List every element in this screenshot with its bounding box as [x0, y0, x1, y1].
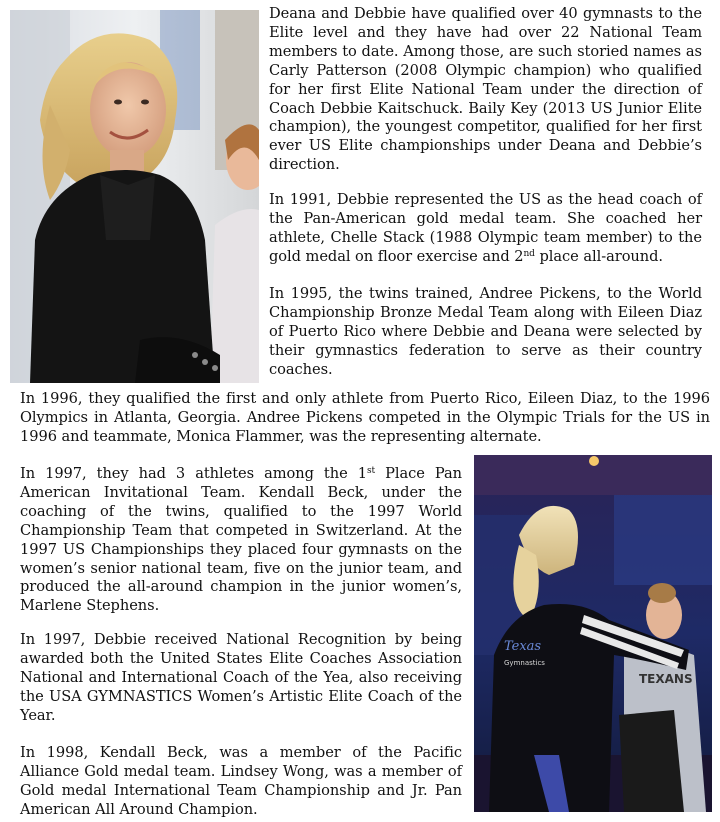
gymnastics-jacket-text: Gymnastics [504, 659, 545, 667]
paragraph-1997-national-recognition: In 1997, Debbie received National Recognition by being awarded both the United States Elite Coaches Association National and International Coach of the Yea, also receiving the USA GYMNASTICS Women’s Artistic Elite Coach of the Year. [20, 631, 462, 724]
paragraph-1991-pan-american: In 1991, Debbie represented the US as the head coach of the Pan-American gold medal team. She coached her athlete, Chelle Stack (1988 Olympic team member) to the gold medal on floor exercise and 2nd place all-around. [269, 191, 702, 265]
paragraph-1998-pacific-alliance: In 1998, Kendall Beck, was a member of the Pacific Alliance Gold medal team. Lindsey Wong, was a member of Gold medal International Team Championship and Jr. Pan American All Around Champion. [20, 744, 462, 818]
texans-shirt-text: TEXANS [639, 672, 693, 686]
paragraph-1997-pan-american-invitational: In 1997, they had 3 athletes among the 1st Place Pan American Invitational Team. Kendall Beck, under the coaching of the twins, qualified to the 1997 World Championship Team that competed in Switzerland. At the 1997 US Championships they placed four gymnasts on the women’s senior national team, five on the junior team, and produced the all-around champion in the junior women’s, Marlene Stephens. [20, 465, 462, 615]
coach-photo-top [10, 10, 259, 383]
paragraph-1995-world-championship: In 1995, the twins trained, Andree Pickens, to the World Championship Bronze Medal Team along with Eileen Diaz of Puerto Rico where Debbie and Deana were selected by their gymnastics federation to serve as their country coaches. [269, 285, 702, 378]
texas-jacket-text: Texas [504, 639, 542, 654]
paragraph-national-team: Deana and Debbie have qualified over 40 gymnasts to the Elite level and they have had over 22 National Team members to date. Among those, are such storied names as Carly Patterson (2008 Olympic champion) who qualified for her first Elite National Team under the direction of Coach Debbie Kaitschuck. Baily Key (2013 US Junior Elite champion), the youngest competitor, qualified for her first ever US Elite championships under Deana and Debbie’s direction. [269, 5, 702, 174]
paragraph-1996-olympics: In 1996, they qualified the first and only athlete from Puerto Rico, Eileen Diaz, to the 1996 Olympics in Atlanta, Georgia. Andree Pickens competed in the Olympic Trials for the US in 1996 and teammate, Monica Flammer, was the representing alternate. [20, 390, 710, 445]
coach-photo-bottom [474, 455, 712, 812]
